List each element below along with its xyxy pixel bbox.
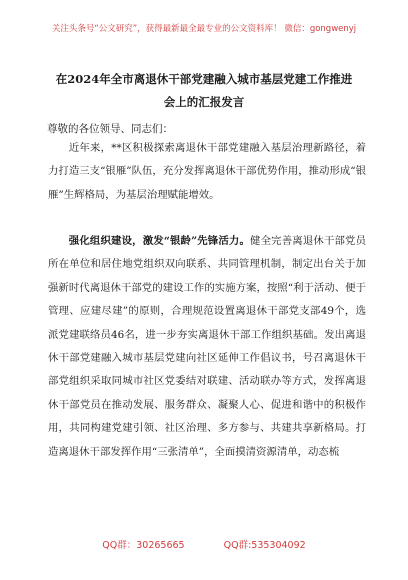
- header-note: 关注头条号“公文研究”，获得最新最全最专业的公文资料库！ 微信：gongwenyj: [51, 24, 357, 34]
- paragraph-heading: 强化组织建设，激发“银龄”先锋活力。: [68, 235, 251, 247]
- footer-qq-group-2: QQ群:535304092: [223, 540, 306, 551]
- document-title-line-2: 会上的汇报发言: [163, 95, 245, 109]
- salutation: 尊敬的各位领导、同志们：: [47, 123, 173, 135]
- footer: [0, 537, 408, 551]
- paragraph-intro: 近年来，**区积极探索离退休干部党建融入基层治理新路径，着力打造三支“银雁”队伍，充分发挥离退休干部优势作用，推动形成“银雁”生辉格局，为基层治理赋能增效。: [48, 142, 366, 201]
- paragraph-organization: [48, 230, 366, 464]
- document-title-line-1: 在2024年全市离退休干部党建融入城市基层党建工作推进: [55, 72, 353, 86]
- footer-qq-group-1: QQ群：30265665: [102, 540, 185, 551]
- paragraph-body: 健全完善离退休干部党员所在单位和居住地党组织双向联系、共同管理机制，制定出台关于加强新时代离退休干部党的建设工作的实施方案，按照“利于活动、便于管理、应建尽建”的原则，合理规范设置离退休干部党支部49个，选派党建联络员46名，进一步夯实离退休干部工作组织基础。发出离退休干部党建融入城市基层党建向社区延伸工作倡议书，号召离退休干部党组织采取同城市社区党委结对联建、活动联办等方式，发挥离退休干部党员在推动发展、服务群众、凝聚人心、促进和谐中的积极作用，共同构建党建引领、社区治理、多方参与、共建共享新格局。打造离退休干部发挥作用“三张清单”，全面摸清资源清单，动态梳: [48, 235, 367, 458]
